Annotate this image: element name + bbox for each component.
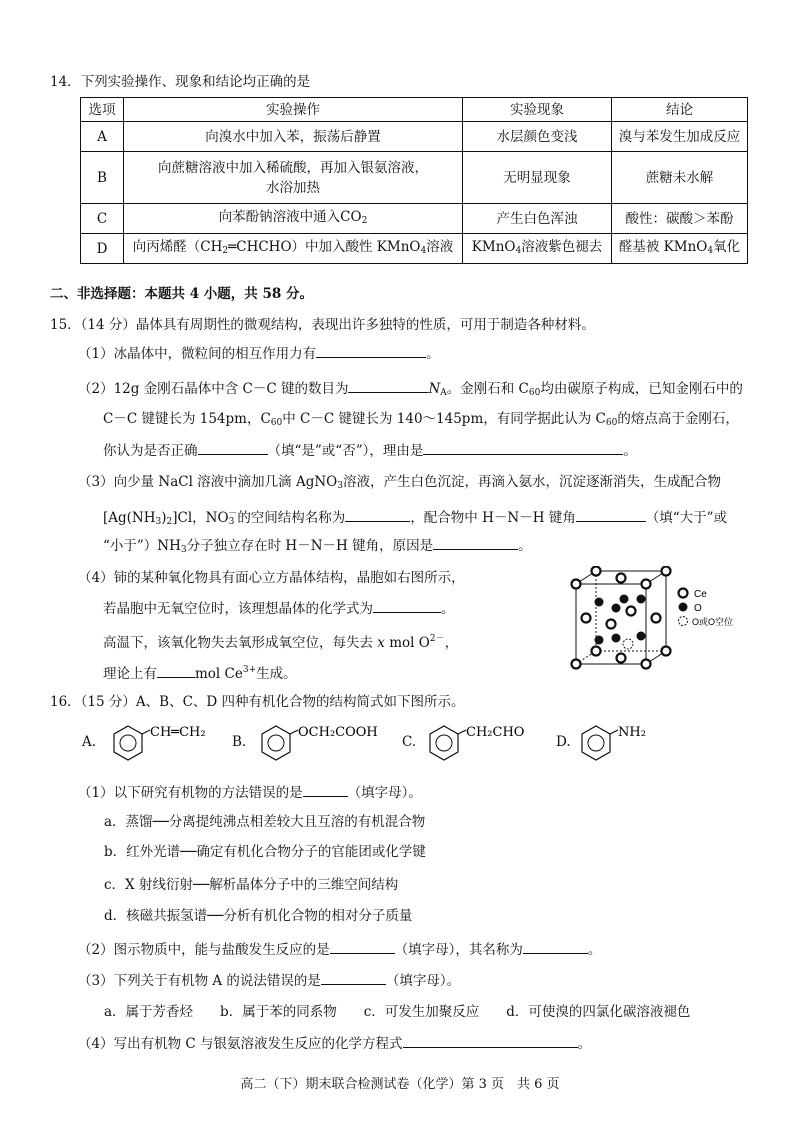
text: mol O [389, 635, 430, 651]
q15-part4-line3 [103, 629, 458, 653]
table-row [81, 204, 748, 234]
header-operation: 实验操作 [124, 98, 463, 122]
cell-conclusion: 酸性：碳酸＞苯酚 [612, 204, 748, 234]
text: 。 [577, 1036, 592, 1052]
cell-option: A [81, 122, 124, 152]
structure-a [82, 722, 222, 766]
text: 高温下，该氧化物失去氧形成氧空位，每失去 [103, 635, 373, 651]
benzene-ring-icon [232, 722, 382, 766]
cell-operation-line1: 向蔗糖溶液中加入稀硫酸，再加入银氨溶液， [158, 159, 428, 176]
text: 若晶胞中无氧空位时，该理想晶体的化学式为 [103, 601, 373, 617]
header-conclusion: 结论 [612, 98, 748, 122]
cell-operation-line2: 水浴加热 [266, 179, 320, 196]
substituent: OCH₂COOH [298, 725, 378, 740]
cell-conclusion: 溴与苯发生加成反应 [612, 122, 748, 152]
q16-option-a: a．蒸馏──分离提纯沸点相差较大且互溶的有机混合物 [104, 814, 426, 830]
text: 的空间结构名称为 [237, 510, 346, 526]
superscript: 2－ [429, 634, 445, 644]
text: （2）12g 金刚石晶体中含 C－C 键的数目为 [78, 381, 349, 397]
structure-label: A. [82, 734, 97, 750]
q16-part3 [78, 970, 460, 991]
cell-operation [124, 234, 463, 264]
q15-part4-line4 [103, 660, 297, 684]
text: 均由碳原子构成，已知金刚石中的 [540, 381, 743, 397]
cell-phenomenon: 无明显现象 [463, 152, 612, 204]
q15-part2-line3 [103, 440, 637, 461]
subscript: 60 [528, 388, 541, 398]
substituent: CH₂CHO [466, 725, 525, 740]
subscript: 4 [420, 245, 427, 256]
answer-blank[interactable] [423, 440, 623, 455]
text: （2）图示物质中，能与盐酸发生反应的是 [78, 942, 330, 958]
ph-text: 溶液紫色褪去 [521, 238, 603, 255]
q16-intro: 16．（15 分）A、B、C、D 四种有机化合物的结构简式如下图所示。 [50, 694, 465, 710]
text: （1）以下研究有机物的方法错误的是 [78, 785, 303, 801]
cell-operation [124, 152, 463, 204]
text: （填字母），其名称为 [394, 942, 523, 958]
q15-part3-line3 [103, 535, 532, 560]
structure-label: B. [232, 734, 247, 750]
op-text: ═CHCHO）中加入酸性 KMnO [228, 238, 421, 255]
substituent: NH₂ [618, 725, 646, 740]
legend [679, 589, 734, 628]
table-row [81, 234, 748, 264]
superscript: 3+ [242, 665, 257, 675]
answer-blank[interactable] [433, 535, 518, 550]
page-footer: 高二（下）期末联合检测试卷（化学）第 3 页 共 6 页 [240, 1077, 560, 1092]
text: 溶液，产生白色沉淀，再滴入氨水，沉淀逐渐消失，生成配合物 [342, 474, 721, 490]
structure-label: C. [402, 734, 417, 750]
q16-part1 [78, 782, 422, 803]
answer-blank[interactable] [157, 663, 195, 678]
q16-part3-options: a．属于芳香烃 b．属于苯的同系物 c．可发生加聚反应 d．可使溴的四氯化碳溶液褪色 [104, 1004, 691, 1020]
op-text: 向苯酚钠溶液中通入CO [218, 208, 362, 225]
cell-conclusion [612, 234, 748, 264]
substituent: CH═CH₂ [150, 725, 206, 740]
subscript: 4 [707, 245, 714, 256]
subscript: 3 [337, 481, 343, 491]
answer-blank[interactable] [523, 939, 588, 954]
text: （填字母）。 [347, 785, 422, 801]
text: 分子独立存在时 H－N－H 键角，原因是 [186, 538, 434, 554]
text: 的熔点高于金刚石， [617, 411, 739, 427]
header-phenomenon: 实验现象 [463, 98, 612, 122]
benzene-ring-icon [556, 722, 676, 766]
q15-part2-line1 [78, 378, 743, 403]
na-symbol: N [428, 381, 441, 397]
text: （填“是”或“否”），理由是 [267, 443, 424, 459]
q15-part4-line2 [103, 598, 455, 619]
structure-b [232, 722, 382, 766]
q14-table [80, 97, 748, 264]
cell-phenomenon: 产生白色浑浊 [463, 204, 612, 234]
answer-blank[interactable] [373, 598, 441, 613]
text: 理论上有 [103, 666, 157, 682]
answer-blank[interactable] [576, 507, 646, 522]
text: （填字母）。 [385, 973, 461, 989]
q16-part2 [78, 939, 601, 960]
subscript: 2 [222, 245, 229, 256]
ce-atoms [572, 567, 671, 669]
structure-c [402, 722, 542, 766]
text: 。 [587, 942, 602, 958]
q15-part3-line2: $[Ag(NH_3)_2]Cl$，$NO_3^-$的空间结构名称为 ，配合物中 H－N－H 键角 （填“大于”或 [103, 509, 728, 527]
subscript: 3 [155, 517, 162, 527]
op-text: 向丙烯醛（CH [132, 238, 223, 255]
con-text: 氧化 [713, 238, 741, 255]
text: ，配合物中 H－N－H 键角 [410, 510, 576, 526]
answer-blank[interactable] [321, 970, 386, 985]
table-row [81, 152, 748, 204]
text: （3）向少量 NaCl 溶液中滴加几滴 AgNO [78, 474, 338, 490]
text: 。 [441, 601, 455, 617]
q15-part3-line1 [78, 472, 721, 496]
text: “小于”）NH [103, 538, 181, 554]
cell-option: D [81, 234, 124, 264]
q16-option-d: d．核磁共振氢谱──分析有机化合物的相对分子质量 [104, 908, 413, 924]
q16-option-c: c．X 射线衍射──解析晶体分子中的三维空间结构 [104, 877, 399, 893]
text: ， [444, 635, 459, 651]
cell-conclusion: 蔗糖未水解 [612, 152, 748, 204]
answer-blank[interactable] [345, 507, 410, 522]
con-text: 醛基被 KMnO [618, 238, 708, 255]
text: 生成。 [256, 666, 297, 682]
x-variable: x [377, 635, 385, 651]
q15-part4-line1: （4）铈的某种氧化物具有面心立方晶体结构，晶胞如右图所示， [78, 570, 465, 586]
answer-blank[interactable] [198, 440, 268, 455]
q14-title: 14．下列实验操作、现象和结论均正确的是 [50, 74, 311, 90]
o-atoms [595, 595, 646, 645]
cell-operation [124, 204, 463, 234]
cell-operation: 向溴水中加入苯，振荡后静置 [124, 122, 463, 152]
structure-label: D. [556, 734, 571, 750]
text: （1）冰晶体中，微粒间的相互作用力有 [78, 346, 317, 362]
table-row [81, 122, 748, 152]
text: [Ag(NH [103, 510, 156, 526]
superscript: － [228, 509, 238, 519]
q15-part1 [78, 343, 440, 364]
subscript: 3 [228, 517, 235, 527]
text: （4）写出有机物 C 与银氨溶液发生反应的化学方程式 [78, 1036, 403, 1052]
subscript: 2 [361, 215, 368, 226]
legend-o-icon [679, 603, 688, 612]
answer-blank[interactable] [348, 378, 428, 393]
legend-o: O [694, 603, 702, 614]
legend-vacancy-icon [679, 617, 688, 626]
text: 。 [518, 538, 532, 554]
cell-option: B [81, 152, 124, 204]
crystal-cell-figure [566, 566, 756, 676]
answer-blank[interactable] [403, 1033, 578, 1048]
subscript: 60 [605, 418, 618, 428]
subscript: 3 [180, 545, 187, 555]
cell-phenomenon: 水层颜色变浅 [463, 122, 612, 152]
answer-blank[interactable] [316, 343, 426, 358]
text: mol Ce [195, 666, 243, 682]
structure-d [556, 722, 676, 766]
legend-ce: Ce [694, 589, 707, 600]
header-option: 选项 [81, 98, 124, 122]
text: ]Cl，NO [172, 510, 229, 526]
cell-option: C [81, 204, 124, 234]
text: 你认为是否正确 [103, 443, 198, 459]
q16-part4 [78, 1033, 591, 1054]
legend-ce-icon [679, 589, 688, 598]
text: 。 [426, 346, 440, 362]
text: C－C 键键长为 154pm，C [103, 411, 271, 427]
vacancy-site [623, 639, 633, 649]
text: （填“大于”或 [645, 510, 728, 526]
ph-text: KMnO [471, 238, 516, 255]
text: 。 [623, 443, 637, 459]
answer-blank[interactable] [330, 939, 395, 954]
q16-option-b: b．红外光谱──确定有机化合物分子的官能团或化学键 [104, 844, 426, 860]
benzene-ring-icon [82, 722, 222, 766]
subscript: A [440, 388, 447, 398]
text: 。金刚石和 C [446, 381, 529, 397]
text: 中 C－C 键键长为 140～145pm，有同学据此认为 C [282, 411, 606, 427]
op-text: 溶液 [426, 238, 454, 255]
subscript: 4 [515, 245, 522, 256]
text: （3）下列关于有机物 A 的说法错误的是 [78, 973, 321, 989]
subscript: 60 [270, 418, 283, 428]
benzene-ring-icon [402, 722, 542, 766]
cell-phenomenon [463, 234, 612, 264]
section-heading: 二、非选择题：本题共 4 小题，共 58 分。 [50, 286, 313, 302]
q15-part2-line2 [103, 409, 739, 433]
text: ) [161, 510, 167, 526]
q15-intro: 15．（14 分）晶体具有周期性的微观结构，表现出许多独特的性质，可用于制造各种材料。 [50, 317, 595, 333]
legend-vacancy: O或O空位 [692, 617, 734, 627]
answer-blank[interactable] [303, 782, 348, 797]
